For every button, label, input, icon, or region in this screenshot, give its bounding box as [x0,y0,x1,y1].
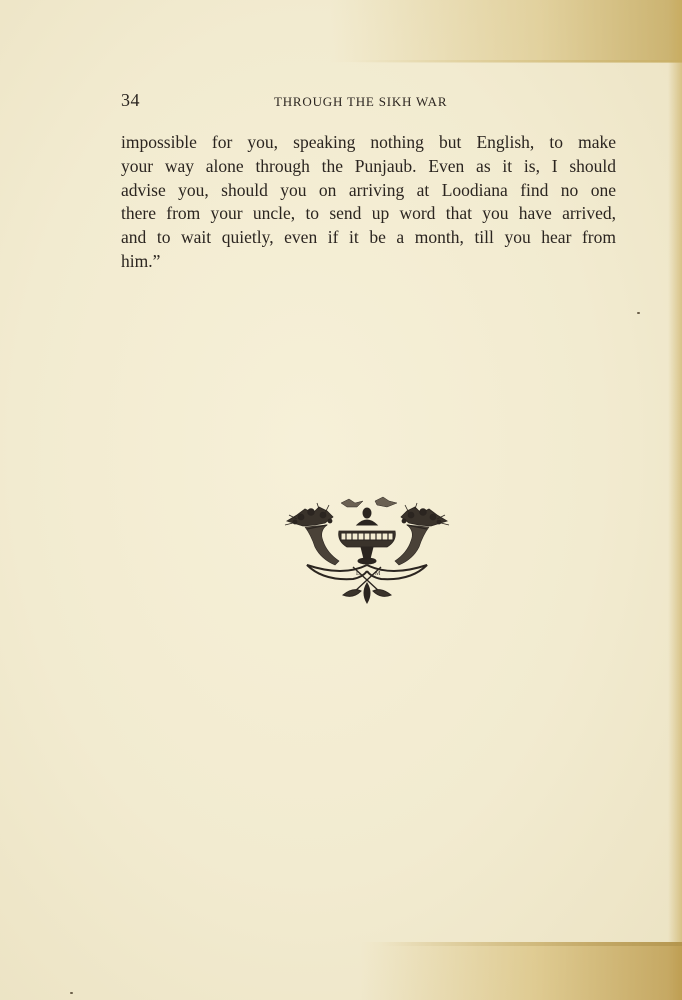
page-number: 34 [121,90,140,110]
paper-speck [70,992,73,994]
page-edge-top [330,0,682,62]
text-line: impossible for you, speaking nothing but English, to make [121,132,616,152]
floral-urn-ornament-icon [283,495,451,607]
page-edge-bottom [360,942,682,1000]
ornament-monogram: M [375,571,381,577]
text-line: your way alone through the Punjaub. Even as it is, I should [121,155,616,176]
page-edge-bottom-line [380,942,682,946]
text-line: there from your uncle, to send up word that you have arrived, [121,203,616,224]
body-text [121,131,616,274]
ornament-monogram: L [356,571,360,577]
page-edge-top-line [350,60,682,63]
text-line: and to wait quietly, even if it be a month, till you hear from [121,227,616,248]
text-line: advise you, should you on arriving at Loodiana find no one [121,179,616,200]
text-line: him.” [121,250,161,271]
paper-speck [637,312,640,314]
running-head: THROUGH THE SIKH WAR [274,94,448,109]
page-edge-right [668,0,682,1000]
